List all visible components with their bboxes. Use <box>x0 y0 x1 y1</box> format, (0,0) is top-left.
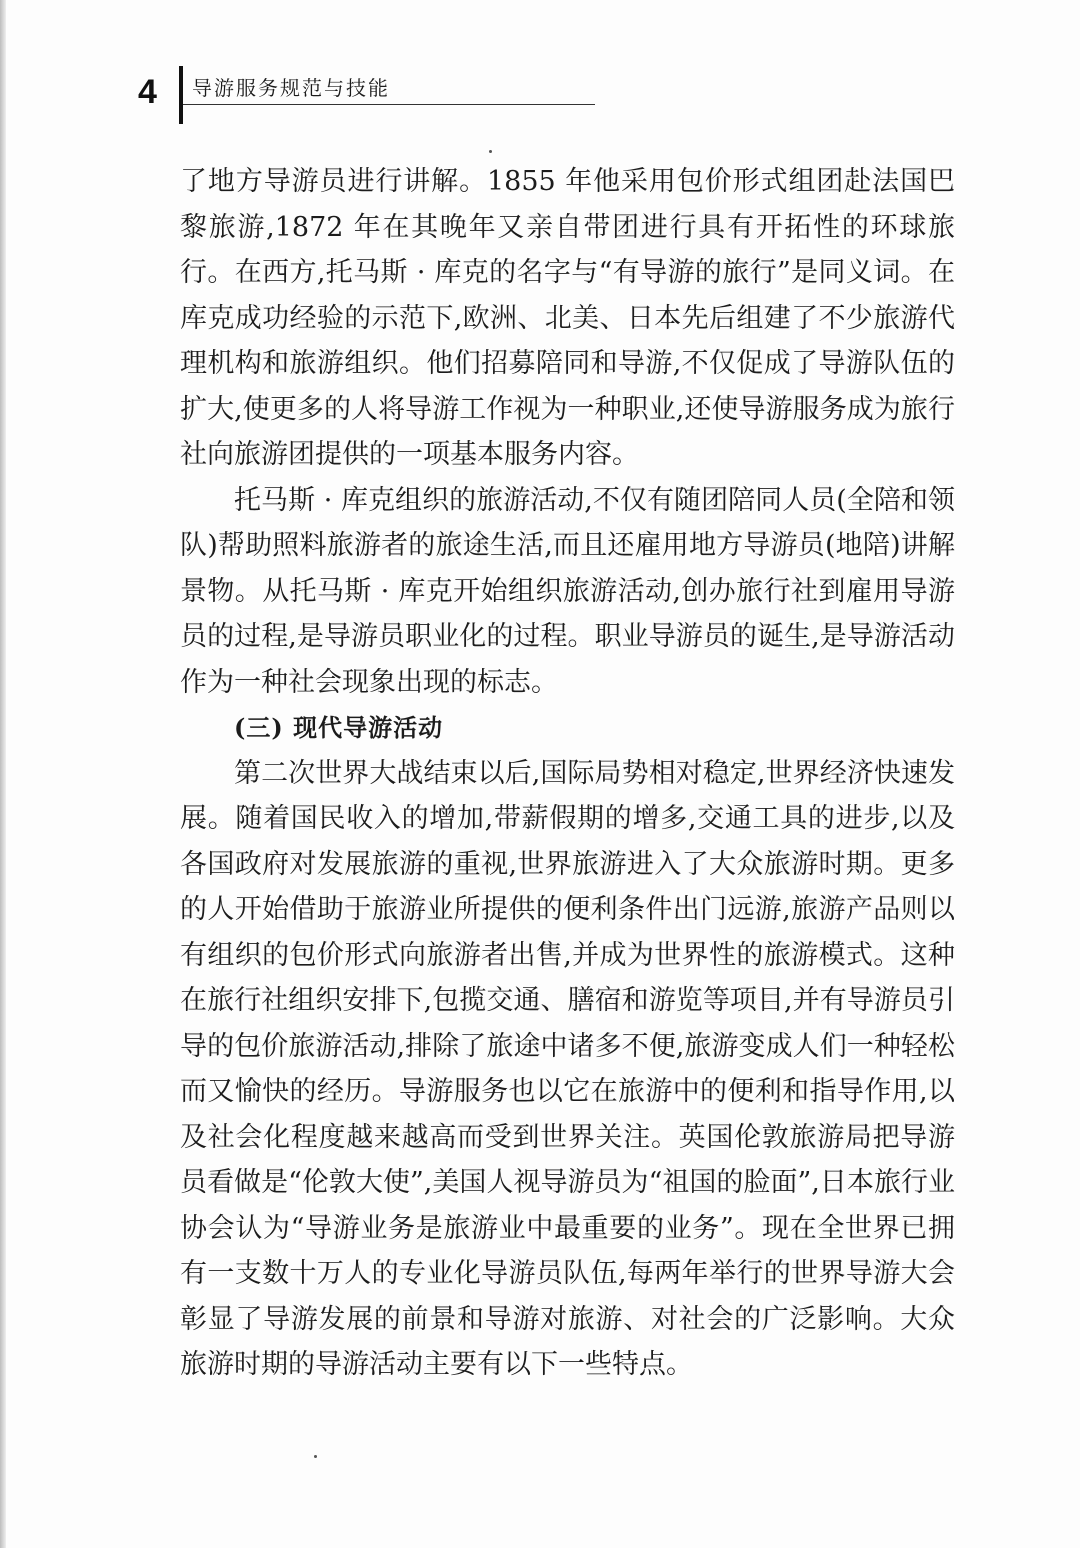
page-left-edge <box>0 0 6 1548</box>
scan-speck <box>489 150 492 153</box>
paragraph: 托马斯 · 库克组织的旅游活动,不仅有随团陪同人员(全陪和领队)帮助照料旅游者的旅途生活,而且还雇用地方导游员(地陪)讲解景物。从托马斯 · 库克开始组织旅游活动,创办旅行社到雇用导游员的过程,是导游员职业化的过程。职业导游员的诞生,是导游活动作为一种社会现象出现的标志。 <box>180 484 955 698</box>
paragraph: 了地方导游员进行讲解。1855 年他采用包价形式组团赴法国巴黎旅游,1872 年在其晚年又亲自带团进行具有开拓性的环球旅行。在西方,托马斯 · 库克的名字与“有导游的旅行”是同义词。在库克成功经验的示范下,欧洲、北美、日本先后组建了不少旅游代理机构和旅游组织。他们招募陪同和导游,不仅促成了导游队伍的扩大,使更多的人将导游工作视为一种职业,还使导游服务成为旅行社向旅游团提供的一项基本服务内容。 <box>180 166 955 470</box>
running-head-title: 导游服务规范与技能 <box>192 76 390 100</box>
page-number: 4 <box>138 73 157 111</box>
header-vertical-bar <box>179 66 183 124</box>
section-heading: (三) 现代导游活动 <box>234 713 444 742</box>
header-rule <box>183 104 595 105</box>
scan-speck <box>314 1455 317 1458</box>
body-text <box>180 159 955 1388</box>
paragraph: 第二次世界大战结束以后,国际局势相对稳定,世界经济快速发展。随着国民收入的增加,带薪假期的增多,交通工具的进步,以及各国政府对发展旅游的重视,世界旅游进入了大众旅游时期。更多的人开始借助于旅游业所提供的便利条件出门远游,旅游产品则以有组织的包价形式向旅游者出售,并成为世界性的旅游模式。这种在旅行社组织安排下,包揽交通、膳宿和游览等项目,并有导游员引导的包价旅游活动,排除了旅途中诸多不便,旅游变成人们一种轻松而又愉快的经历。导游服务也以它在旅游中的便利和指导作用,以及社会化程度越来越高而受到世界关注。英国伦敦旅游局把导游员看做是“伦敦大使”,美国人视导游员为“祖国的脸面”,日本旅行业协会认为“导游业务是旅游业中最重要的业务”。现在全世界已拥有一支数十万人的专业化导游员队伍,每两年举行的世界导游大会彰显了导游发展的前景和导游对旅游、对社会的广泛影响。大众旅游时期的导游活动主要有以下一些特点。 <box>180 757 955 1380</box>
